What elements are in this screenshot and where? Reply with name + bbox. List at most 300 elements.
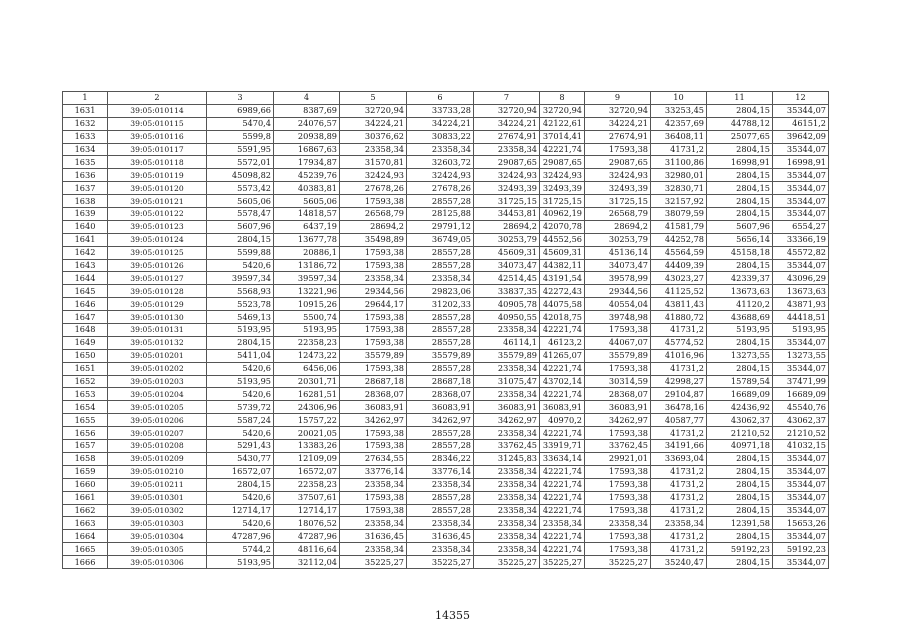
value-cell: 30833,22 [407, 130, 474, 143]
value-cell: 33634,14 [540, 452, 585, 465]
value-cell: 33919,71 [540, 440, 585, 453]
table-row [63, 311, 829, 324]
value-cell: 5411,04 [207, 349, 274, 362]
value-cell: 26568,79 [585, 208, 651, 221]
value-cell: 16998,91 [773, 156, 829, 169]
value-cell: 28557,28 [407, 491, 474, 504]
value-cell: 44252,78 [651, 233, 707, 246]
value-cell: 17593,38 [340, 491, 407, 504]
value-cell: 42221,74 [540, 504, 585, 517]
row-number-cell: 1662 [63, 504, 108, 517]
value-cell: 42018,75 [540, 311, 585, 324]
value-cell: 2804,15 [707, 530, 773, 543]
value-cell: 41731,2 [651, 362, 707, 375]
value-cell: 32493,39 [585, 182, 651, 195]
value-cell: 34262,97 [340, 414, 407, 427]
value-cell: 23358,34 [474, 427, 540, 440]
value-cell: 13221,96 [274, 285, 340, 298]
value-cell: 35225,27 [340, 556, 407, 569]
value-cell: 32720,94 [585, 104, 651, 117]
cadastral-number-cell: 39:05:010132 [108, 336, 207, 349]
value-cell: 5420,6 [207, 517, 274, 530]
value-cell: 17593,38 [340, 440, 407, 453]
value-cell: 59192,23 [773, 543, 829, 556]
value-cell: 40587,77 [651, 414, 707, 427]
cadastral-number-cell: 39:05:010126 [108, 259, 207, 272]
value-cell: 23358,34 [340, 272, 407, 285]
value-cell: 41731,2 [651, 491, 707, 504]
cadastral-number-cell: 39:05:010206 [108, 414, 207, 427]
value-cell: 17593,38 [585, 504, 651, 517]
value-cell: 20021,05 [274, 427, 340, 440]
value-cell: 5523,78 [207, 298, 274, 311]
row-number-cell: 1648 [63, 324, 108, 337]
value-cell: 35579,89 [407, 349, 474, 362]
table-row [63, 143, 829, 156]
value-cell: 33366,19 [773, 233, 829, 246]
cadastral-number-cell: 39:05:010211 [108, 478, 207, 491]
header-cell: 9 [585, 92, 651, 105]
value-cell: 13273,55 [707, 349, 773, 362]
value-cell: 40962,19 [540, 208, 585, 221]
value-cell: 20301,71 [274, 375, 340, 388]
value-cell: 41731,2 [651, 143, 707, 156]
value-cell: 8387,69 [274, 104, 340, 117]
value-cell: 32493,39 [474, 182, 540, 195]
cadastral-number-cell: 39:05:010122 [108, 208, 207, 221]
value-cell: 41125,52 [651, 285, 707, 298]
table-row [63, 375, 829, 388]
value-cell: 6437,19 [274, 220, 340, 233]
value-cell: 32830,71 [651, 182, 707, 195]
value-cell: 32424,93 [474, 169, 540, 182]
table-row [63, 556, 829, 569]
value-cell: 34262,97 [474, 414, 540, 427]
value-cell: 31636,45 [407, 530, 474, 543]
value-cell: 31725,15 [585, 195, 651, 208]
value-cell: 45136,14 [585, 246, 651, 259]
header-cell: 1 [63, 92, 108, 105]
row-number-cell: 1657 [63, 440, 108, 453]
value-cell: 22358,23 [274, 336, 340, 349]
row-number-cell: 1664 [63, 530, 108, 543]
value-cell: 5193,95 [707, 324, 773, 337]
value-cell: 32424,93 [340, 169, 407, 182]
value-cell: 28557,28 [407, 504, 474, 517]
header-row [63, 92, 829, 105]
table-row [63, 285, 829, 298]
value-cell: 15789,54 [707, 375, 773, 388]
value-cell: 29087,65 [474, 156, 540, 169]
value-cell: 33837,35 [474, 285, 540, 298]
value-cell: 45774,52 [651, 336, 707, 349]
value-cell: 39578,99 [585, 272, 651, 285]
cadastral-number-cell: 39:05:010120 [108, 182, 207, 195]
value-cell: 33693,04 [651, 452, 707, 465]
value-cell: 17593,38 [585, 324, 651, 337]
cadastral-number-cell: 39:05:010125 [108, 246, 207, 259]
cadastral-number-cell: 39:05:010205 [108, 401, 207, 414]
value-cell: 32720,94 [540, 104, 585, 117]
value-cell: 32424,93 [585, 169, 651, 182]
value-cell: 37014,41 [540, 130, 585, 143]
value-cell: 28125,88 [407, 208, 474, 221]
value-cell: 42272,43 [540, 285, 585, 298]
value-cell: 31245,83 [474, 452, 540, 465]
table-row [63, 324, 829, 337]
value-cell: 5420,6 [207, 362, 274, 375]
cadastral-number-cell: 39:05:010123 [108, 220, 207, 233]
cadastral-number-cell: 39:05:010204 [108, 388, 207, 401]
table-row [63, 543, 829, 556]
value-cell: 20938,89 [274, 130, 340, 143]
value-cell: 28368,07 [407, 388, 474, 401]
cadastral-number-cell: 39:05:010116 [108, 130, 207, 143]
table-row [63, 478, 829, 491]
value-cell: 2804,15 [707, 452, 773, 465]
value-cell: 44418,51 [773, 311, 829, 324]
table-row [63, 530, 829, 543]
value-cell: 17593,38 [585, 530, 651, 543]
row-number-cell: 1652 [63, 375, 108, 388]
value-cell: 17593,38 [340, 324, 407, 337]
table-row [63, 208, 829, 221]
value-cell: 5599,8 [207, 130, 274, 143]
value-cell: 17593,38 [585, 465, 651, 478]
value-cell: 2804,15 [207, 336, 274, 349]
table-row [63, 195, 829, 208]
value-cell: 16572,07 [207, 465, 274, 478]
row-number-cell: 1651 [63, 362, 108, 375]
value-cell: 43023,27 [651, 272, 707, 285]
value-cell: 5193,95 [207, 556, 274, 569]
value-cell: 33733,28 [407, 104, 474, 117]
value-cell: 41581,79 [651, 220, 707, 233]
row-number-cell: 1650 [63, 349, 108, 362]
value-cell: 47287,96 [274, 530, 340, 543]
value-cell: 5193,95 [207, 375, 274, 388]
value-cell: 34453,81 [474, 208, 540, 221]
value-cell: 32112,04 [274, 556, 340, 569]
value-cell: 23358,34 [474, 530, 540, 543]
value-cell: 34073,47 [585, 259, 651, 272]
value-cell: 45572,82 [773, 246, 829, 259]
value-cell: 29104,87 [651, 388, 707, 401]
value-cell: 41880,72 [651, 311, 707, 324]
value-cell: 42122,61 [540, 117, 585, 130]
value-cell: 29344,56 [585, 285, 651, 298]
value-cell: 43688,69 [707, 311, 773, 324]
row-number-cell: 1638 [63, 195, 108, 208]
value-cell: 23358,34 [474, 491, 540, 504]
value-cell: 28557,28 [407, 195, 474, 208]
value-cell: 5591,95 [207, 143, 274, 156]
cadastral-number-cell: 39:05:010118 [108, 156, 207, 169]
row-number-cell: 1663 [63, 517, 108, 530]
value-cell: 45564,59 [651, 246, 707, 259]
value-cell: 5739,72 [207, 401, 274, 414]
value-cell: 45239,76 [274, 169, 340, 182]
value-cell: 2804,15 [707, 195, 773, 208]
value-cell: 5744,2 [207, 543, 274, 556]
value-cell: 39597,34 [274, 272, 340, 285]
value-cell: 43702,14 [540, 375, 585, 388]
value-cell: 42221,74 [540, 491, 585, 504]
value-cell: 34224,21 [585, 117, 651, 130]
value-cell: 23358,34 [474, 143, 540, 156]
value-cell: 5420,6 [207, 427, 274, 440]
value-cell: 36749,05 [407, 233, 474, 246]
value-cell: 39642,09 [773, 130, 829, 143]
header-cell: 7 [474, 92, 540, 105]
value-cell: 42221,74 [540, 143, 585, 156]
value-cell: 30314,59 [585, 375, 651, 388]
value-cell: 34224,21 [474, 117, 540, 130]
value-cell: 2804,15 [707, 465, 773, 478]
value-cell: 22358,23 [274, 478, 340, 491]
value-cell: 42221,74 [540, 530, 585, 543]
table-row [63, 182, 829, 195]
value-cell: 35344,07 [773, 362, 829, 375]
table-row [63, 401, 829, 414]
value-cell: 28557,28 [407, 311, 474, 324]
value-cell: 41731,2 [651, 543, 707, 556]
value-cell: 42514,45 [474, 272, 540, 285]
header-cell: 8 [540, 92, 585, 105]
value-cell: 28368,07 [340, 388, 407, 401]
value-cell: 17934,87 [274, 156, 340, 169]
value-cell: 28557,28 [407, 246, 474, 259]
value-cell: 23358,34 [474, 517, 540, 530]
value-cell: 5573,42 [207, 182, 274, 195]
value-cell: 42221,74 [540, 478, 585, 491]
value-cell: 42221,74 [540, 465, 585, 478]
value-cell: 5656,14 [707, 233, 773, 246]
value-cell: 32720,94 [474, 104, 540, 117]
cadastral-number-cell: 39:05:010124 [108, 233, 207, 246]
value-cell: 32424,93 [407, 169, 474, 182]
value-cell: 16281,51 [274, 388, 340, 401]
cadastral-number-cell: 39:05:010128 [108, 285, 207, 298]
value-cell: 23358,34 [340, 143, 407, 156]
value-cell: 2804,15 [707, 556, 773, 569]
value-cell: 24076,57 [274, 117, 340, 130]
value-cell: 32720,94 [340, 104, 407, 117]
value-cell: 17593,38 [340, 427, 407, 440]
table-row [63, 104, 829, 117]
value-cell: 44067,07 [585, 336, 651, 349]
value-cell: 40950,55 [474, 311, 540, 324]
table-row [63, 440, 829, 453]
value-cell: 17593,38 [340, 259, 407, 272]
header-cell: 6 [407, 92, 474, 105]
value-cell: 30376,62 [340, 130, 407, 143]
cadastral-number-cell: 39:05:010209 [108, 452, 207, 465]
value-cell: 33776,14 [340, 465, 407, 478]
table-row [63, 336, 829, 349]
value-cell: 35344,07 [773, 182, 829, 195]
value-cell: 35579,89 [474, 349, 540, 362]
cadastral-number-cell: 39:05:010129 [108, 298, 207, 311]
value-cell: 34191,66 [651, 440, 707, 453]
cadastral-number-cell: 39:05:010301 [108, 491, 207, 504]
row-number-cell: 1646 [63, 298, 108, 311]
value-cell: 5599,88 [207, 246, 274, 259]
value-cell: 42221,74 [540, 388, 585, 401]
table-row [63, 117, 829, 130]
value-cell: 28557,28 [407, 440, 474, 453]
value-cell: 13677,78 [274, 233, 340, 246]
value-cell: 35579,89 [340, 349, 407, 362]
table-row [63, 427, 829, 440]
value-cell: 28368,07 [585, 388, 651, 401]
table-row [63, 130, 829, 143]
value-cell: 43096,29 [773, 272, 829, 285]
value-cell: 23358,34 [340, 543, 407, 556]
table-row [63, 298, 829, 311]
value-cell: 28557,28 [407, 259, 474, 272]
value-cell: 10915,26 [274, 298, 340, 311]
value-cell: 35240,47 [651, 556, 707, 569]
value-cell: 5193,95 [274, 324, 340, 337]
value-cell: 2804,15 [707, 104, 773, 117]
value-cell: 13273,55 [773, 349, 829, 362]
value-cell: 17593,38 [585, 478, 651, 491]
row-number-cell: 1659 [63, 465, 108, 478]
table-row [63, 233, 829, 246]
row-number-cell: 1644 [63, 272, 108, 285]
value-cell: 37507,61 [274, 491, 340, 504]
value-cell: 15757,22 [274, 414, 340, 427]
value-cell: 5578,47 [207, 208, 274, 221]
value-cell: 30253,79 [474, 233, 540, 246]
value-cell: 21210,52 [707, 427, 773, 440]
table-row [63, 491, 829, 504]
value-cell: 40905,78 [474, 298, 540, 311]
value-cell: 35225,27 [407, 556, 474, 569]
value-cell: 29644,17 [340, 298, 407, 311]
value-cell: 42339,37 [707, 272, 773, 285]
value-cell: 35344,07 [773, 104, 829, 117]
value-cell: 34262,97 [585, 414, 651, 427]
value-cell: 29344,56 [340, 285, 407, 298]
row-number-cell: 1641 [63, 233, 108, 246]
value-cell: 21210,52 [773, 427, 829, 440]
value-cell: 31725,15 [474, 195, 540, 208]
row-number-cell: 1642 [63, 246, 108, 259]
value-cell: 5572,01 [207, 156, 274, 169]
value-cell: 44382,11 [540, 259, 585, 272]
value-cell: 35344,07 [773, 504, 829, 517]
value-cell: 29087,65 [585, 156, 651, 169]
cadastral-number-cell: 39:05:010130 [108, 311, 207, 324]
value-cell: 17593,38 [340, 362, 407, 375]
value-cell: 42998,27 [651, 375, 707, 388]
table-row [63, 349, 829, 362]
cadastral-number-cell: 39:05:010306 [108, 556, 207, 569]
cadastral-number-cell: 39:05:010127 [108, 272, 207, 285]
row-number-cell: 1637 [63, 182, 108, 195]
value-cell: 23358,34 [651, 517, 707, 530]
row-number-cell: 1653 [63, 388, 108, 401]
cadastral-number-cell: 39:05:010210 [108, 465, 207, 478]
value-cell: 16572,07 [274, 465, 340, 478]
value-cell: 31636,45 [340, 530, 407, 543]
value-cell: 30253,79 [585, 233, 651, 246]
value-cell: 35225,27 [474, 556, 540, 569]
row-number-cell: 1639 [63, 208, 108, 221]
data-table-container [62, 91, 829, 569]
value-cell: 35344,07 [773, 259, 829, 272]
value-cell: 6456,06 [274, 362, 340, 375]
value-cell: 5470,4 [207, 117, 274, 130]
value-cell: 5430,77 [207, 452, 274, 465]
value-cell: 17593,38 [585, 362, 651, 375]
value-cell: 33762,45 [585, 440, 651, 453]
value-cell: 47287,96 [207, 530, 274, 543]
value-cell: 32493,39 [540, 182, 585, 195]
value-cell: 35344,07 [773, 169, 829, 182]
value-cell: 5607,96 [207, 220, 274, 233]
value-cell: 35344,07 [773, 208, 829, 221]
row-number-cell: 1640 [63, 220, 108, 233]
row-number-cell: 1656 [63, 427, 108, 440]
value-cell: 17593,38 [340, 246, 407, 259]
cadastral-number-cell: 39:05:010117 [108, 143, 207, 156]
value-cell: 31202,33 [407, 298, 474, 311]
value-cell: 35344,07 [773, 452, 829, 465]
data-table [62, 91, 829, 569]
value-cell: 6554,27 [773, 220, 829, 233]
value-cell: 41731,2 [651, 504, 707, 517]
table-row [63, 272, 829, 285]
row-number-cell: 1661 [63, 491, 108, 504]
value-cell: 28346,22 [407, 452, 474, 465]
value-cell: 5420,6 [207, 259, 274, 272]
value-cell: 23358,34 [407, 517, 474, 530]
value-cell: 41731,2 [651, 465, 707, 478]
value-cell: 28694,2 [585, 220, 651, 233]
value-cell: 23358,34 [407, 272, 474, 285]
value-cell: 29823,06 [407, 285, 474, 298]
value-cell: 36083,91 [474, 401, 540, 414]
value-cell: 12109,09 [274, 452, 340, 465]
value-cell: 2804,15 [707, 208, 773, 221]
header-cell: 4 [274, 92, 340, 105]
value-cell: 16689,09 [773, 388, 829, 401]
value-cell: 41120,2 [707, 298, 773, 311]
value-cell: 12391,58 [707, 517, 773, 530]
value-cell: 37471,99 [773, 375, 829, 388]
cadastral-number-cell: 39:05:010202 [108, 362, 207, 375]
value-cell: 14818,57 [274, 208, 340, 221]
header-cell: 3 [207, 92, 274, 105]
cadastral-number-cell: 39:05:010305 [108, 543, 207, 556]
value-cell: 5193,95 [773, 324, 829, 337]
value-cell: 46151,2 [773, 117, 829, 130]
value-cell: 28557,28 [407, 427, 474, 440]
value-cell: 5291,43 [207, 440, 274, 453]
row-number-cell: 1666 [63, 556, 108, 569]
value-cell: 23358,34 [474, 324, 540, 337]
row-number-cell: 1643 [63, 259, 108, 272]
value-cell: 15653,26 [773, 517, 829, 530]
value-cell: 23358,34 [540, 517, 585, 530]
cadastral-number-cell: 39:05:010207 [108, 427, 207, 440]
value-cell: 29087,65 [540, 156, 585, 169]
row-number-cell: 1655 [63, 414, 108, 427]
value-cell: 28557,28 [407, 324, 474, 337]
